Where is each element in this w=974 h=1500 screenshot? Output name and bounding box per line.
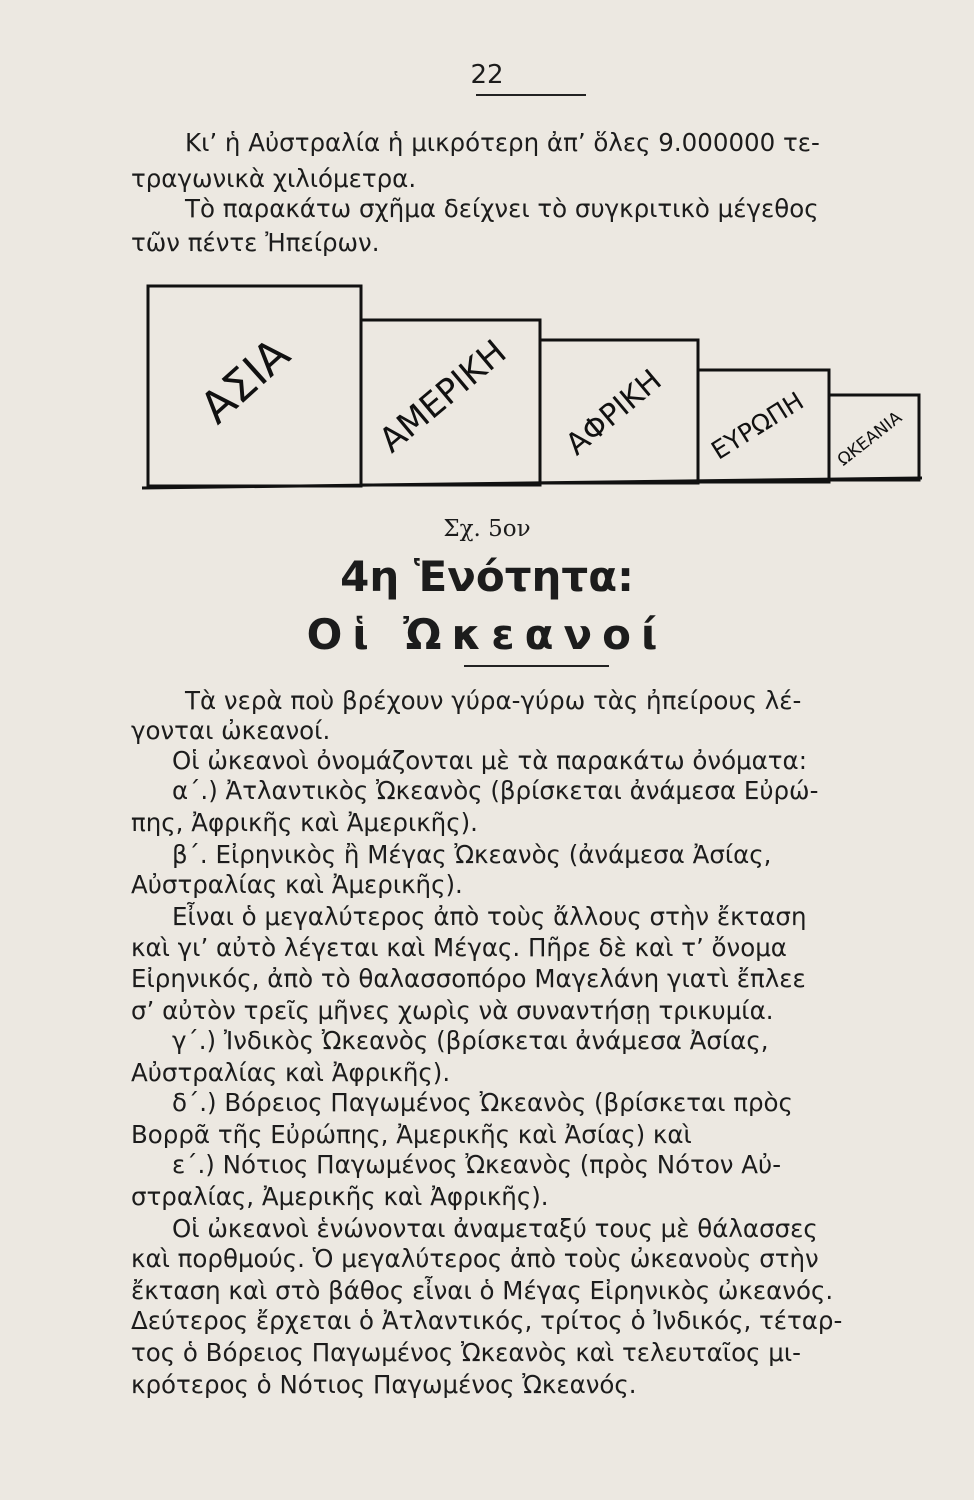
- body-line: Αὐστραλίας καὶ Ἀφρικῆς).: [131, 1058, 451, 1087]
- europe-label: ΕΥΡΩΠΗ: [706, 386, 809, 466]
- body-line: ἔκταση καὶ στὸ βάθος εἶναι ὁ Μέγας Εἰρηνικὸς ὠκεανός.: [131, 1276, 834, 1305]
- page-number: 22: [470, 60, 504, 90]
- body-line: καὶ πορθμούς. Ὁ μεγαλύτερος ἀπὸ τοὺς ὠκεανοὺς στὴν: [131, 1244, 819, 1273]
- chapter-title-rule: [464, 665, 609, 667]
- chapter-subtitle: Οἱ Ὠκεανοί: [306, 610, 668, 659]
- body-line: γονται ὠκεανοί.: [131, 716, 331, 745]
- chapter-title: 4η Ἑνότητα:: [340, 552, 634, 601]
- body-line: Οἱ ὠκεανοὶ ἑνώνονται ἀναμεταξύ τους μὲ θάλασσες: [172, 1214, 818, 1243]
- oceania-label: ΩΚΕΑΝΙΑ: [833, 407, 906, 471]
- body-line: Αὐστραλίας καὶ Ἀμερικῆς).: [131, 870, 463, 899]
- body-line: Εἰρηνικός, ἀπὸ τὸ θαλασσοπόρο Μαγελάνη γιατὶ ἔπλεε: [131, 964, 806, 993]
- body-line: Βορρᾶ τῆς Εὐρώπης, Ἀμερικῆς καὶ Ἀσίας) καὶ: [131, 1120, 692, 1149]
- intro-line: Τὸ παρακάτω σχῆμα δείχνει τὸ συγκριτικὸ μέγεθος: [185, 194, 819, 223]
- body-line: Οἱ ὠκεανοὶ ὀνομάζονται μὲ τὰ παρακάτω ὀνόματα:: [172, 746, 807, 775]
- body-line: Τὰ νερὰ ποὺ βρέχουν γύρα-γύρω τὰς ἠπείρους λέ-: [185, 686, 802, 715]
- page-number-underline: [476, 94, 586, 96]
- figure-caption: Σχ. 5ον: [443, 516, 531, 542]
- body-line: τος ὁ Βόρειος Παγωμένος Ὠκεανὸς καὶ τελευταῖος μι-: [131, 1338, 801, 1367]
- body-line: β΄. Εἰρηνικὸς ἢ Μέγας Ὠκεανὸς (ἀνάμεσα Ἀσίας,: [172, 840, 772, 869]
- body-line: καὶ γι’ αὐτὸ λέγεται καὶ Μέγας. Πῆρε δὲ καὶ τ’ ὄνομα: [131, 933, 787, 962]
- intro-line: Κι’ ἡ Αὐστραλία ἡ μικρότερη ἀπ’ ὅλες 9.000000 τε-: [185, 128, 820, 157]
- body-line: Εἶναι ὁ μεγαλύτερος ἀπὸ τοὺς ἄλλους στὴν ἔκταση: [172, 902, 807, 931]
- africa-label: ΑΦΡΙΚΗ: [559, 362, 669, 463]
- continents-size-figure: [140, 280, 930, 495]
- asia-label: ΑΣΙΑ: [190, 328, 300, 434]
- body-line: στραλίας, Ἀμερικῆς καὶ Ἀφρικῆς).: [131, 1182, 549, 1211]
- body-line: Δεύτερος ἔρχεται ὁ Ἀτλαντικός, τρίτος ὁ Ἰνδικός, τέταρ-: [131, 1306, 843, 1335]
- body-line: ε΄.) Νότιος Παγωμένος Ὠκεανὸς (πρὸς Νότον Αὐ-: [172, 1150, 782, 1179]
- intro-line: τῶν πέντε Ἠπείρων.: [131, 228, 380, 257]
- body-line: πης, Ἀφρικῆς καὶ Ἀμερικῆς).: [131, 808, 478, 837]
- intro-line: τραγωνικὰ χιλιόμετρα.: [131, 164, 417, 193]
- continents-size-diagram: [140, 280, 930, 495]
- body-line: α΄.) Ἀτλαντικὸς Ὠκεανὸς (βρίσκεται ἀνάμεσα Εὐρώ-: [172, 776, 819, 805]
- body-line: γ΄.) Ἰνδικὸς Ὠκεανὸς (βρίσκεται ἀνάμεσα Ἀσίας,: [172, 1026, 769, 1055]
- body-line: σ’ αὐτὸν τρεῖς μῆνες χωρὶς νὰ συναντήσῃ τρικυμία.: [131, 996, 774, 1025]
- body-line: κρότερος ὁ Νότιος Παγωμένος Ὠκεανός.: [131, 1370, 637, 1399]
- america-label: ΑΜΕΡΙΚΗ: [371, 332, 515, 461]
- body-line: δ΄.) Βόρειος Παγωμένος Ὠκεανὸς (βρίσκεται πρὸς: [172, 1088, 793, 1117]
